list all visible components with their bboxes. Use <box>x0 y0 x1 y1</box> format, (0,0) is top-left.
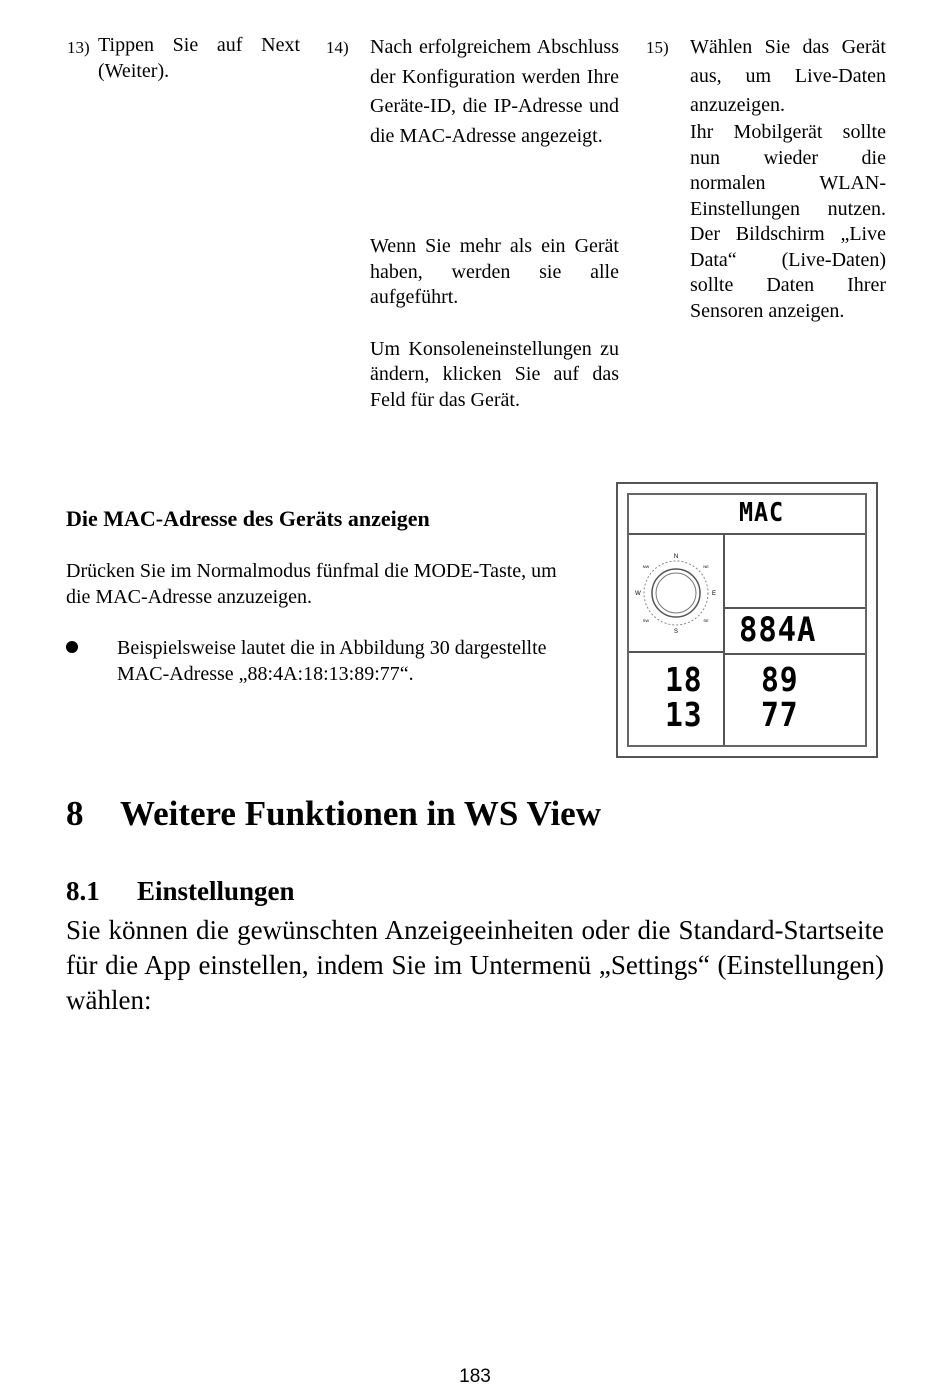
step-15-paragraph-2: Ihr Mobilgerät sollte nun wieder die normalen WLAN-Einstellungen nutzen. Der Bildschirm „Live Data“ (Live-Daten) sollte Daten Ihrer Sensoren anzeigen. <box>690 121 886 322</box>
step-14-text-2 <box>370 234 619 413</box>
step-15-text-2 <box>690 120 886 324</box>
step-14-text <box>370 33 619 151</box>
step-14-paragraph-2: Wenn Sie mehr als ein Gerät haben, werden sie alle aufgeführt. <box>370 235 619 308</box>
lcd-divider-right-1 <box>725 607 865 609</box>
step-13-paragraph: Tippen Sie auf Next (Weiter). <box>98 34 300 82</box>
mac-instruction: Drücken Sie im Normalmodus fünfmal die MODE-Taste, um die MAC-Adresse anzuzeigen. <box>66 560 557 608</box>
compass-w: W <box>635 591 641 597</box>
step-14-paragraph-3: Um Konsoleneinstellungen zu ändern, klicken Sie auf das Feld für das Gerät. <box>370 337 619 411</box>
chapter-number: 8 <box>66 794 84 833</box>
lcd-header <box>629 495 865 535</box>
mac-heading: Die MAC-Adresse des Geräts anzeigen <box>66 506 430 531</box>
compass-sw: SW <box>642 618 650 623</box>
section-number: 8.1 <box>66 876 100 906</box>
console-display-figure <box>616 482 878 758</box>
compass-n: N <box>673 554 679 560</box>
page-number: 183 <box>459 1366 491 1387</box>
lcd-screen <box>627 493 867 747</box>
section-paragraph: Sie können die gewünschten Anzeigeeinheiten oder die Standard-Startseite für die App einstellen, indem Sie im Untermenü „Settings“ (Einstellungen) wählen: <box>66 915 884 1015</box>
lcd-bottom-right-top: 89 <box>761 660 799 699</box>
lcd-divider-vertical <box>723 533 725 745</box>
lcd-bottom-left-bottom: 13 <box>665 695 703 734</box>
compass-ne: NE <box>703 564 709 569</box>
lcd-mac-label: MAC <box>739 498 784 528</box>
compass-s: S <box>673 629 679 635</box>
section-title: Einstellungen <box>137 876 295 906</box>
lcd-bottom-right-bottom: 77 <box>761 695 799 734</box>
step-15-paragraph-1: Wählen Sie das Gerät aus, um Live-Daten anzuzeigen. <box>690 36 886 116</box>
compass-e: E <box>711 591 717 597</box>
step-15-number: 15) <box>646 38 669 57</box>
lcd-mid-right-value: 884A <box>739 610 817 650</box>
step-14-number: 14) <box>326 38 349 57</box>
lcd-divider-left <box>629 651 723 653</box>
step-13-text <box>98 33 300 84</box>
mac-example: Beispielsweise lautet die in Abbildung 30 dargestellte MAC-Adresse „88:4A:18:13:89:77“. <box>117 637 547 685</box>
lcd-bottom-left-top: 18 <box>665 660 703 699</box>
compass-se: SE <box>703 618 709 623</box>
compass-icon <box>631 535 721 649</box>
step-15-text <box>690 33 886 120</box>
chapter-title: Weitere Funktionen in WS View <box>120 794 601 833</box>
compass-nw: NW <box>642 564 650 569</box>
lcd-divider-right-2 <box>725 653 865 655</box>
bullet-dot <box>66 641 78 653</box>
step-13-number: 13) <box>67 38 90 57</box>
step-14-paragraph-1: Nach erfolgreichem Abschluss der Konfiguration werden Ihre Geräte-ID, die IP-Adresse und die MAC-Adresse angezeigt. <box>370 36 619 147</box>
